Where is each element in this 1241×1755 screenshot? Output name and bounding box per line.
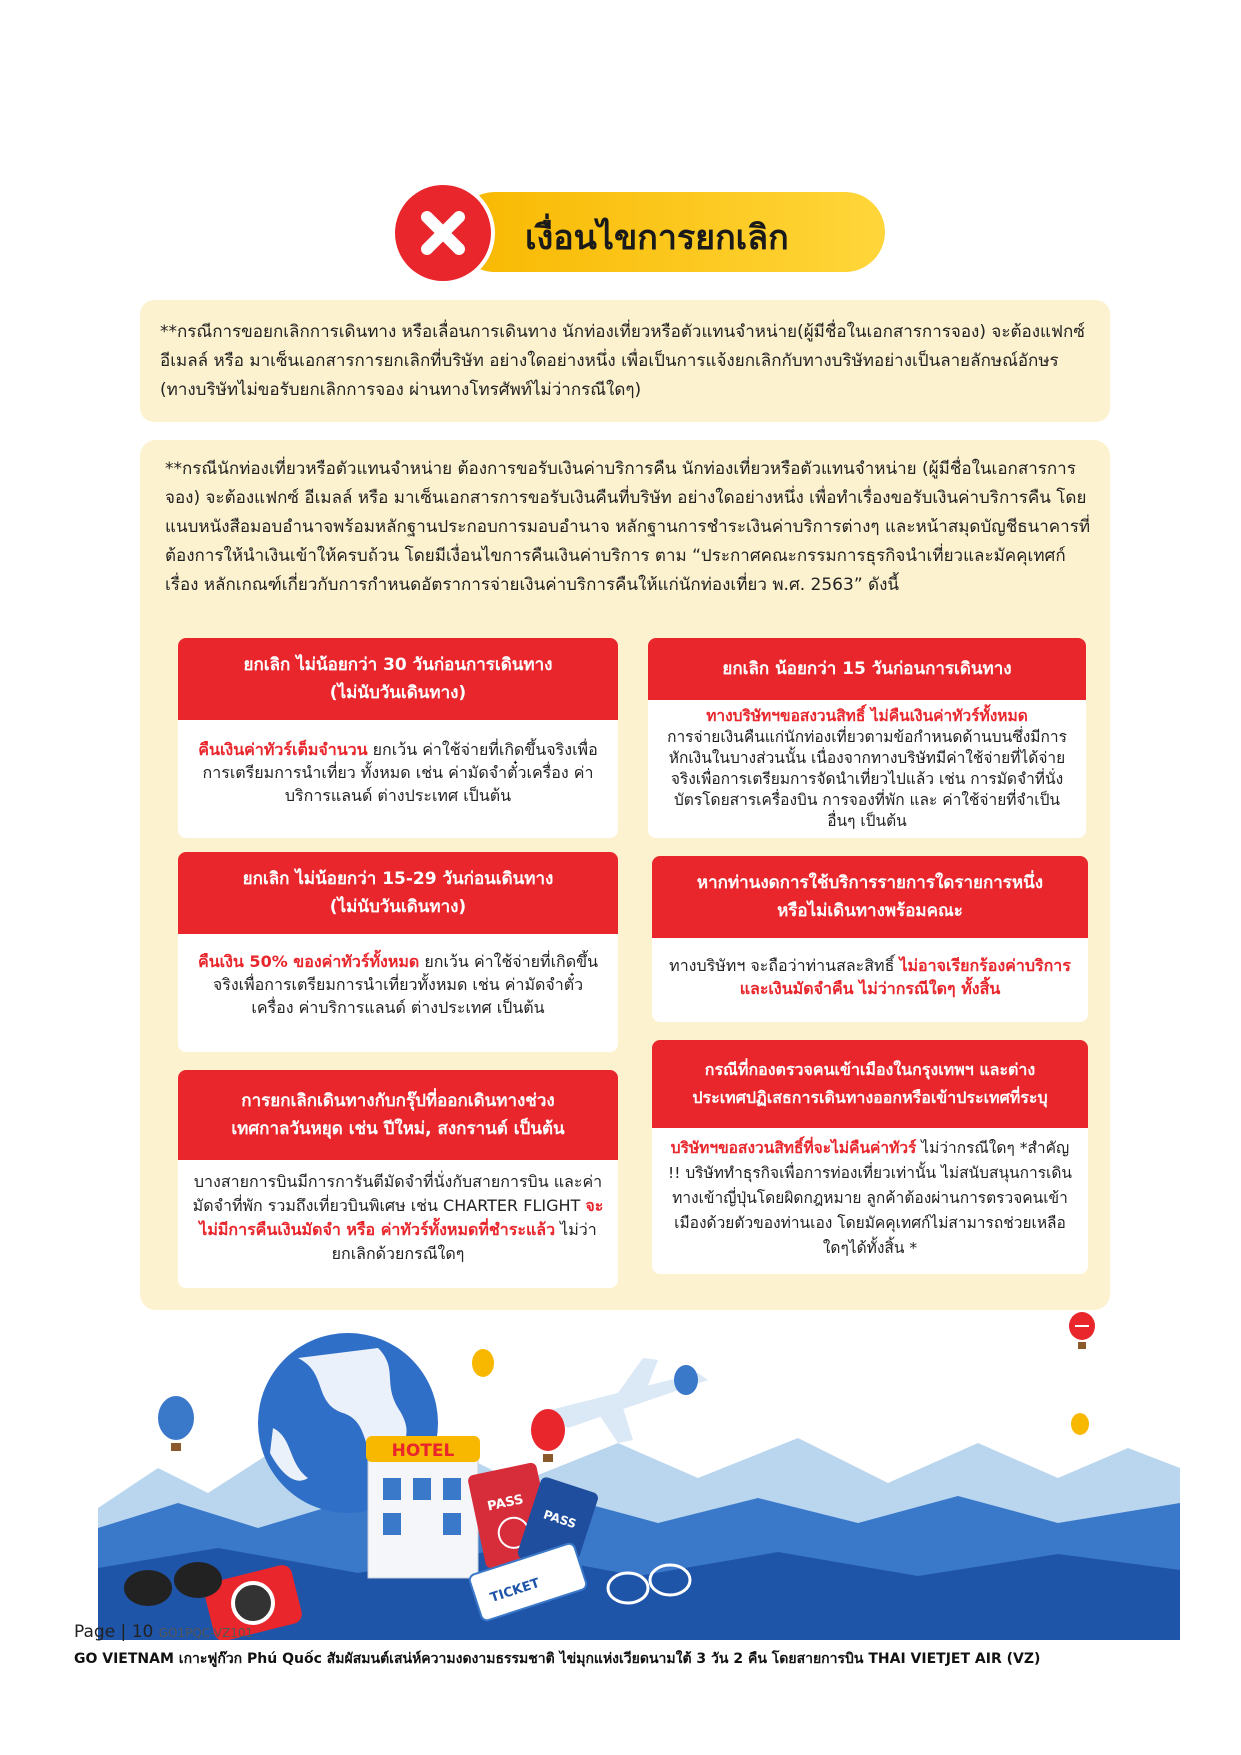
card-30-days-subtitle: (ไม่นับวันเดินทาง) [329, 683, 467, 703]
hot-air-balloon-icon [472, 1349, 494, 1377]
hot-air-balloon-icon [1071, 1413, 1089, 1435]
card-holiday-body [178, 1160, 618, 1288]
card-no-show-text: ทางบริษัทฯ จะถือว่าท่านสละสิทธิ์ [669, 956, 900, 975]
card-no-show-title: หากท่านงดการใช้บริการรายการใดรายการหนึ่ง [696, 873, 1044, 893]
tour-code: GO1PQC-VZ101 [158, 1626, 254, 1640]
card-immigration-text: ไม่ว่ากรณีใดๆ *สำคัญ !! บริษัททำธุรกิจเพื่อการท่องเที่ยวเท่านั้น ไม่สนับสนุนการเดินทางเข้าญี่ปุ่นโดยผิดกฎหมาย ลูกค้าต้องผ่านการตรวจคนเข้าเมืองด้วยตัวของท่านเอง โดยมัคคุเทศก์ไม่สามารถช่วยเหลือใดๆได้ทั้งสิ้น * [667, 1139, 1073, 1257]
card-holiday-text: บางสายการบินมีการการันตีมัดจำที่นั่งกับสายการบิน และค่ามัดจำที่พัก รวมถึงเที่ยวบินพิเศษ เช่น CHARTER FLIGHT [192, 1172, 603, 1215]
card-30-days-highlight: คืนเงินค่าทัวร์เต็มจำนวน [198, 740, 368, 759]
card-no-show-header [652, 856, 1088, 938]
page-number [74, 1622, 253, 1642]
hotel-sign: HOTEL [391, 1441, 455, 1461]
notice-refund-request: **กรณีนักท่องเที่ยวหรือตัวแทนจำหน่าย ต้องการขอรับเงินค่าบริการคืน นักท่องเที่ยวหรือตัวแทนจำหน่าย (ผู้มีชื่อในเอกสารการจอง) จะต้องแฟกซ์ อีเมลล์ หรือ มาเซ็นเอกสารการขอรับเงินคืนที่บริษัท อย่างใดอย่างหนึ่ง เพื่อทำเรื่องขอรับเงินค่าบริการคืน โดยแนบหนังสือมอบอำนาจพร้อมหลักฐานประกอบการมอบอำนาจ หลักฐานการชำระเงินค่าบริการต่างๆ และหน้าสมุดบัญชีธนาคารที่ต้องการให้นำเงินเข้าให้ครบถ้วน โดยมีเงื่อนไขการคืนเงินค่าบริการ ตาม “ประกาศคณะกรรมการธุรกิจนำเที่ยวและมัคคุเทศก์ เรื่อง หลักเกณฑ์เกี่ยวกับการกำหนดอัตราการจ่ายเงินค่าบริการคืนให้แก่นักท่องเที่ยว พ.ศ. 2563” ดังนี้ [165, 459, 1091, 595]
hotel-icon [366, 1436, 480, 1578]
card-15-29-days-text: ยกเว้น ค่าใช้จ่ายที่เกิดขึ้นจริงเพื่อการเตรียมการนำเที่ยวทั้งหมด เช่น ค่ามัดจำตั๋วเครื่อง ค่าบริการแลนด์ ต่างประเทศ เป็นต้น [212, 952, 598, 1017]
hot-air-balloon-icon [674, 1365, 698, 1395]
hot-air-balloon-icon [531, 1409, 565, 1462]
card-15-days-highlight: ทางบริษัทฯขอสงวนสิทธิ์ ไม่คืนเงินค่าทัวร์ทั้งหมด [706, 707, 1028, 725]
card-immigration-highlight: บริษัทฯขอสงวนสิทธิ์ที่จะไม่คืนค่าทัวร์ [670, 1139, 917, 1157]
passport-label: PASS [486, 1492, 525, 1515]
passport-label-2: PASS [541, 1507, 579, 1532]
card-no-show-highlight: ไม่อาจเรียกร้องค่าบริการและเงินมัดจำคืน ไม่ว่ากรณีใดๆ ทั้งสิ้น [739, 956, 1071, 998]
notice-cancel-request: **กรณีการขอยกเลิกการเดินทาง หรือเลื่อนการเดินทาง นักท่องเที่ยวหรือตัวแทนจำหน่าย(ผู้มีชื่อในเอกสารการจอง) จะต้องแฟกซ์ อีเมลล์ หรือ มาเซ็นเอกสารการยกเลิกที่บริษัท อย่างใดอย่างหนึ่ง เพื่อเป็นการแจ้งยกเลิกกับทางบริษัทอย่างเป็นลายลักษณ์อักษร (ทางบริษัทไม่ขอรับยกเลิกการจอง ผ่านทางโทรศัพท์ไม่ว่ากรณีใดๆ) [140, 300, 1110, 422]
hot-air-balloon-icon [158, 1396, 194, 1451]
card-15-29-days-body [178, 934, 618, 1052]
card-30-days-title: ยกเลิก ไม่น้อยกว่า 30 วันก่อนการเดินทาง [243, 655, 553, 675]
travel-illustration [98, 1318, 1180, 1640]
card-immigration-title: กรณีที่กองตรวจคนเข้าเมืองในกรุงเทพฯ และต่าง [704, 1060, 1036, 1079]
page-label: Page | 10 [74, 1622, 154, 1642]
card-15-29-days-subtitle: (ไม่นับวันเดินทาง) [329, 897, 467, 917]
tour-description: GO VIETNAM เกาะฟูก๊วก Phú Quốc สัมผัสมนต์เสน่ห์ความงดงามธรรมชาติ ไข่มุกแห่งเวียดนามใต้ 3 วัน 2 คืน โดยสายการบิน THAI VIETJET AIR (VZ) [74, 1651, 1041, 1667]
card-holiday-subtitle: เทศกาลวันหยุด เช่น ปีใหม่, สงกรานต์ เป็นต้น [231, 1119, 565, 1139]
card-immigration-header [652, 1040, 1088, 1128]
hot-air-balloon-icon [1067, 1312, 1097, 1356]
card-holiday-highlight: จะไม่มีการคืนเงินมัดจำ หรือ ค่าทัวร์ทั้งหมดที่ชำระแล้ว [199, 1196, 604, 1239]
card-immigration-body [652, 1128, 1088, 1274]
card-holiday-text-end: ไม่ว่ายกเลิกด้วยกรณีใดๆ [331, 1220, 597, 1263]
card-15-days-text: การจ่ายเงินคืนแก่นักท่องเที่ยวตามข้อกำหนดด้านบนซึ่งมีการหักเงินในบางส่วนนั้น เนื่องจากทางบริษัทมีค่าใช้จ่ายที่ได้จ่ายจริงเพื่อการเตรียมการจัดนำเที่ยวไปแล้ว เช่น การมัดจำที่นั่งบัตรโดยสารเครื่องบิน การจองที่พัก และ ค่าใช้จ่ายที่จำเป็นอื่นๆ เป็นต้น [667, 728, 1067, 830]
page-title: เงื่อนไขการยกเลิก [525, 218, 789, 258]
card-15-days-header [648, 638, 1086, 700]
card-no-show-subtitle: หรือไม่เดินทางพร้อมคณะ [777, 901, 963, 921]
card-holiday-title: การยกเลิกเดินทางกับกรุ๊ปที่ออกเดินทางช่วง [241, 1091, 555, 1111]
card-30-days-text: ยกเว้น ค่าใช้จ่ายที่เกิดขึ้นจริงเพื่อการเตรียมการนำเที่ยว ทั้งหมด เช่น ค่ามัดจำตั๋วเครื่อง ค่าบริการแลนด์ ต่างประเทศ เป็นต้น [202, 740, 598, 805]
ticket-label: TICKET [488, 1575, 542, 1606]
card-15-29-days-highlight: คืนเงิน 50% ของค่าทัวร์ทั้งหมด [198, 952, 420, 971]
card-30-days-header [178, 638, 618, 720]
card-no-show-body [652, 938, 1088, 1022]
cancel-x-icon [395, 185, 491, 281]
card-immigration-subtitle: ประเทศปฏิเสธการเดินทางออกหรือเข้าประเทศที่ระบุ [692, 1088, 1048, 1107]
card-15-29-days-title: ยกเลิก ไม่น้อยกว่า 15-29 วันก่อนเดินทาง [242, 869, 554, 889]
card-15-29-days-header [178, 852, 618, 934]
card-15-days-body [648, 700, 1086, 838]
card-holiday-header [178, 1070, 618, 1160]
card-30-days-body [178, 720, 618, 838]
card-15-days-title: ยกเลิก น้อยกว่า 15 วันก่อนการเดินทาง [722, 659, 1012, 679]
